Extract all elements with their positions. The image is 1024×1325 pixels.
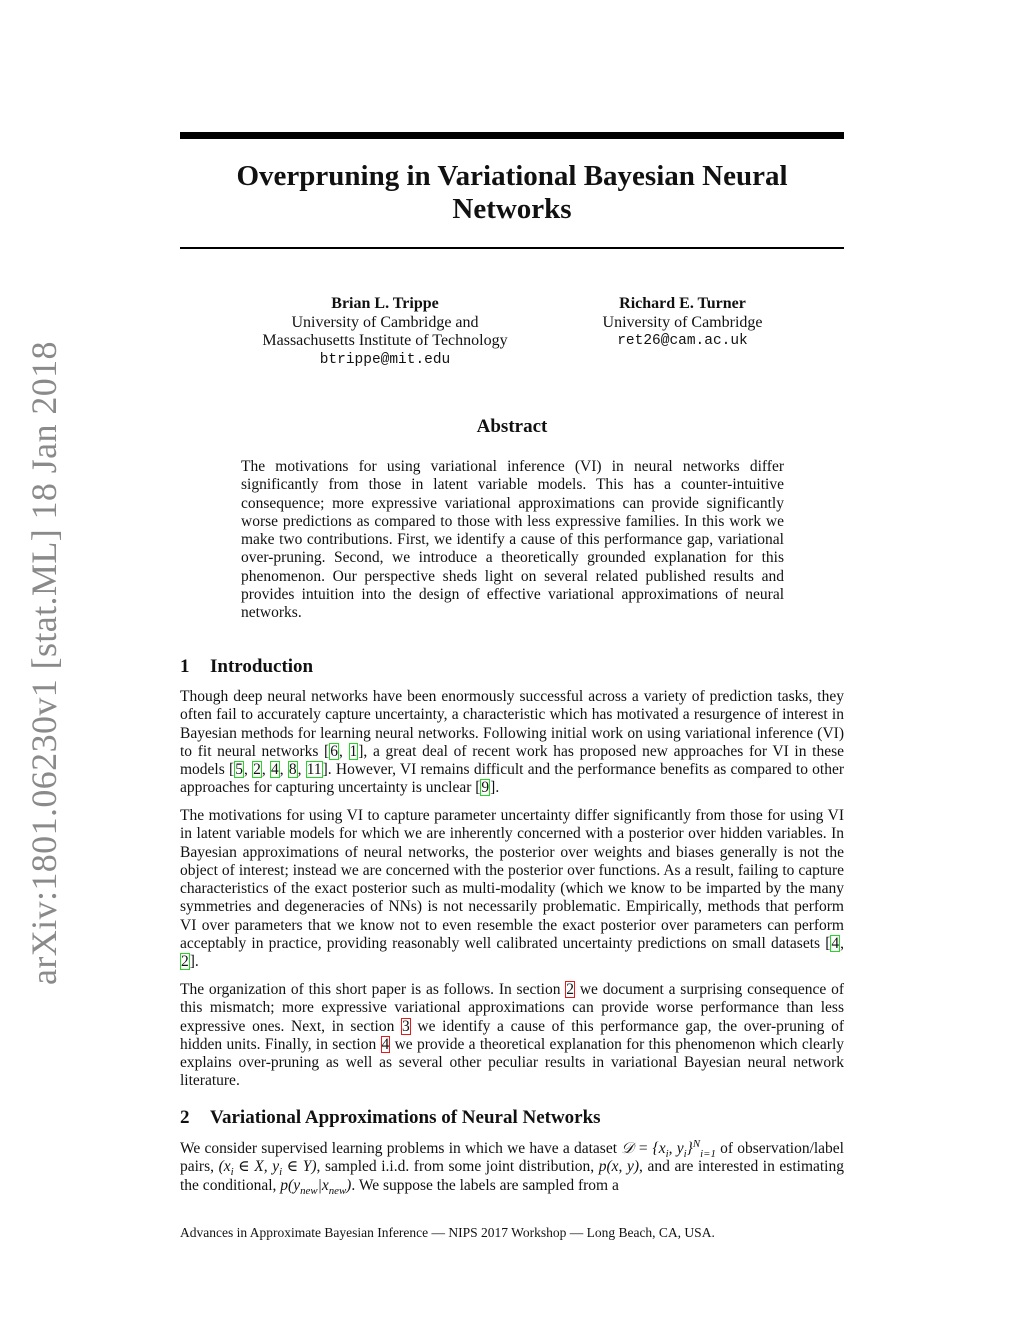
intro-paragraph-1 [180, 688, 844, 798]
author-name: Brian L. Trippe [331, 295, 439, 312]
citation-link[interactable]: 4 [831, 935, 840, 953]
title-bottom-rule [180, 247, 844, 249]
intro-paragraph-3 [180, 981, 844, 1091]
paragraph-text: , and are interested in estimating the conditional, [180, 1158, 844, 1194]
abstract-heading: Abstract [476, 416, 548, 437]
section-ref-link[interactable]: 2 [566, 981, 575, 998]
citation-link[interactable]: 4 [270, 761, 279, 779]
paragraph-text: ]. However, VI remains difficult and the performance benefits as compared to other approaches for capturing uncertainty is unclear [ [180, 761, 845, 797]
author-block-2 [560, 295, 805, 351]
math-part: ∈ X, y [233, 1158, 280, 1176]
paragraph-text: ]. [490, 779, 500, 797]
citation-link[interactable]: 9 [481, 779, 490, 797]
math-sub: new [300, 1184, 318, 1197]
paragraph-text: The organization of this short paper is as follows. In section [180, 981, 566, 998]
section-number: 1 [180, 656, 190, 677]
math-part: ) [346, 1176, 352, 1194]
math-sub: i=1 [700, 1148, 716, 1161]
math-conditional [280, 1176, 352, 1197]
math-part: |x [317, 1176, 329, 1194]
math-part: 𝒟 = {x [621, 1140, 666, 1157]
math-part: ∈ Y) [282, 1158, 317, 1176]
section-heading-variational-approximations [180, 1106, 844, 1130]
section2-paragraph-1 [180, 1137, 844, 1197]
citation-separator: , [243, 761, 253, 779]
math-sub: i [683, 1148, 687, 1161]
section-ref-link[interactable]: 3 [402, 1017, 410, 1035]
math-part: (x [218, 1158, 231, 1176]
section-ref-link[interactable]: 4 [381, 1035, 390, 1053]
paragraph-text: . We suppose the labels are sampled from a [351, 1176, 619, 1194]
math-pairs [218, 1158, 317, 1179]
math-part: } [686, 1140, 693, 1157]
paragraph-text: ], a great deal of recent work has proposed new approaches for VI in these models [ [180, 742, 845, 779]
author-affiliation: Massachusetts Institute of Technology [262, 332, 508, 349]
math-joint: p(x, y) [598, 1158, 640, 1176]
citation-link[interactable]: 5 [235, 761, 243, 779]
citation-link[interactable]: 2 [253, 761, 261, 779]
section-title: Variational Approximations of Neural Networks [210, 1107, 601, 1128]
paragraph-text: we provide a theoretical explanation for this phenomenon which clearly explains over-pruning as well as several other peculiar results in variational Bayesian neural network literature. [180, 1035, 844, 1090]
author-name: Richard E. Turner [619, 295, 746, 312]
citation-separator: , [279, 761, 288, 779]
abstract-text: The motivations for using variational inference (VI) in neural networks differ significantly from those in latent variable models. This has a counter-intuitive consequence; more expressive variational approximations can provide significantly worse predictions as compared to those with less expressive families. In this work we make two contributions. First, we identify a cause of this performance gap, variational over-pruning. Second, we introduce a theoretically grounded explanation for this phenomenon. Our perspective sheds light on several related published results and provides intuition into the design of effective variational approximations of neural networks. [241, 458, 784, 622]
citation-separator: , [338, 742, 349, 760]
paragraph-text: Though deep neural networks have been enormously successful across a variety of prediction tasks, they often fail to accurately capture uncertainty, a characteristic which has motivated a resurgence of interest in Bayesian methods for learning neural networks. Following initial work on using variational inference (VI) to fit neural networks [ [180, 688, 844, 760]
math-sub: i [230, 1166, 234, 1179]
arxiv-stamp: arXiv:1801.06230v1 [stat.ML] 18 Jan 2018 [24, 341, 64, 985]
citation-separator: , [840, 935, 844, 953]
math-sub: new [328, 1184, 347, 1197]
math-sub: i [279, 1166, 283, 1179]
citation-link[interactable]: 2 [181, 953, 189, 971]
math-sup: N [692, 1137, 701, 1150]
title-top-rule [180, 132, 844, 139]
paragraph-text: of observation/label pairs, [180, 1140, 844, 1176]
citation-link[interactable]: 11 [306, 761, 322, 779]
math-part: , y [668, 1140, 684, 1157]
author-email: ret26@cam.ac.uk [617, 333, 748, 349]
citation-separator: , [297, 761, 306, 779]
paragraph-text: , sampled i.i.d. from some joint distribution, [316, 1158, 599, 1176]
citation-link[interactable]: 6 [330, 742, 338, 760]
page-footer: Advances in Approximate Bayesian Inference — NIPS 2017 Workshop — Long Beach, CA, USA. [180, 1225, 715, 1240]
author-email: btrippe@mit.edu [319, 351, 451, 368]
paragraph-text: We consider supervised learning problems in which we have a dataset [180, 1140, 622, 1157]
paragraph-text: we identify a cause of this performance gap, the over-pruning of hidden units. Finally, in section [180, 1017, 844, 1053]
paragraph-text: we document a surprising consequence of this mismatch; more expressive variational approximations can provide worse performance than less expressive ones. Next, in section [180, 981, 844, 1035]
paper-title: Overpruning in Variational Bayesian Neural Networks [236, 160, 788, 225]
author-affiliation: University of Cambridge and [291, 313, 479, 331]
section-number: 2 [180, 1107, 190, 1128]
math-dataset [621, 1137, 716, 1161]
author-block-1 [245, 295, 525, 369]
author-affiliation: University of Cambridge [602, 313, 763, 331]
math-part: p(y [280, 1176, 301, 1194]
paragraph-text: The motivations for using VI to capture parameter uncertainty differ significantly from those for using VI in latent variable models for which we are inherently concerned with a posterior over hidden variables. In Bayesian approximations of neural networks, the posterior over weights and biases generally is not the object of interest; instead we are concerned with the posterior over functions. As a result, failing to capture characteristics of the exact posterior such as multi-modality (which we know to be imparted by the many symmetries and degeneracies of NNs) is not necessarily problematic. Empirically, methods that perform VI over parameters that we know not to even resemble the exact posterior over parameters can perform acceptably in practice, providing reasonably well calibrated uncertainty predictions on small datasets [ [180, 807, 844, 953]
citation-link[interactable]: 1 [349, 742, 358, 760]
paragraph-text: ]. [189, 953, 199, 971]
section-heading-introduction [180, 655, 844, 679]
math-sub: i [665, 1148, 669, 1161]
citation-link[interactable]: 8 [288, 761, 297, 779]
intro-paragraph-2 [180, 807, 844, 972]
citation-separator: , [261, 761, 270, 779]
section-title: Introduction [210, 656, 314, 677]
